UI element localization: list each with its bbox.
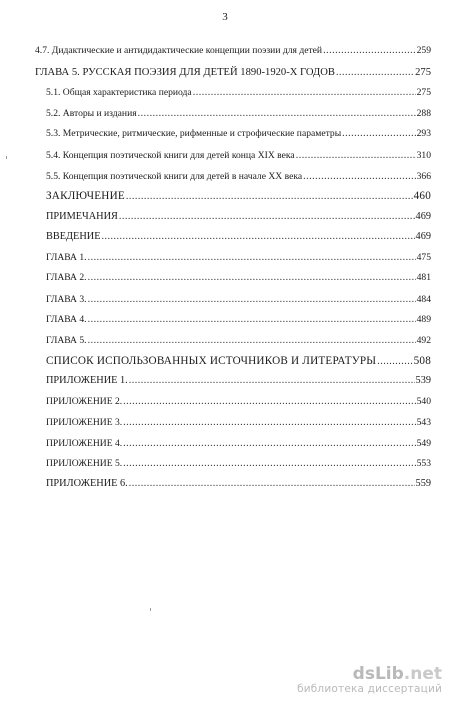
toc-entry-page: 543	[416, 417, 431, 428]
toc-leader-dots	[123, 457, 415, 471]
toc-leader-dots	[377, 355, 412, 369]
toc-entry-title: ПРИЛОЖЕНИЕ 5.	[46, 458, 123, 469]
watermark	[297, 665, 442, 696]
toc-entry-page: 492	[416, 335, 431, 346]
toc-entry-title: ПРИМЕЧАНИЯ	[46, 211, 118, 222]
toc-entry	[46, 170, 431, 184]
toc-entry-page: 508	[413, 355, 431, 367]
watermark-logo	[297, 665, 442, 683]
toc-entry	[46, 107, 431, 121]
toc-entry	[46, 416, 431, 430]
toc-entry	[46, 334, 431, 348]
toc-entry	[46, 374, 431, 388]
toc-entry-title: ЗАКЛЮЧЕНИЕ	[46, 190, 125, 202]
toc-entry-page: 460	[413, 190, 431, 202]
toc-entry-page: 288	[416, 108, 431, 119]
toc-entry-title: 5.1. Общая характеристика периода	[46, 87, 192, 98]
watermark-logo-tld: .net	[403, 664, 442, 684]
toc-entry	[35, 44, 431, 58]
toc-entry-title: ВВЕДЕНИЕ	[46, 231, 101, 242]
toc-entry-page: 481	[416, 272, 431, 283]
toc-leader-dots	[88, 334, 416, 348]
toc-entry-page: 469	[415, 231, 431, 242]
toc-entry-page: 259	[416, 45, 431, 56]
toc-entry-title: 5.4. Концепция поэтической книги для детей конца XIX века	[46, 150, 295, 161]
toc-entry-title: ГЛАВА 4.	[46, 314, 87, 325]
toc-entry-title: ПРИЛОЖЕНИЕ 4.	[46, 438, 123, 449]
toc-entry-title: ПРИЛОЖЕНИЕ 1.	[46, 375, 128, 386]
toc-entry	[46, 189, 431, 204]
toc-leader-dots	[88, 293, 416, 307]
toc-entry	[46, 210, 431, 224]
toc-entry-title: ПРИЛОЖЕНИЕ 3.	[46, 417, 123, 428]
toc-entry	[46, 354, 431, 369]
toc-entry-title: 5.5. Концепция поэтической книги для детей в начале XX века	[46, 171, 303, 182]
toc-leader-dots	[303, 170, 415, 184]
toc-entry-page: 469	[415, 211, 431, 222]
toc-entry-page: 310	[416, 150, 431, 161]
page-number: 3	[222, 11, 228, 23]
toc-entry-page: 275	[415, 67, 431, 78]
watermark-logo-main: dsLib	[352, 664, 404, 684]
toc-entry-title: ГЛАВА 5.	[46, 335, 87, 346]
toc-entry-title: ГЛАВА 2.	[46, 272, 87, 283]
toc-entry	[46, 477, 431, 491]
toc-leader-dots	[126, 190, 413, 204]
toc-entry-page: 275	[416, 87, 431, 98]
toc-leader-dots	[129, 374, 415, 388]
toc-entry-page: 539	[415, 375, 431, 386]
toc-entry	[46, 395, 431, 409]
toc-entry	[46, 251, 431, 265]
toc-leader-dots	[129, 477, 415, 491]
toc-entry-title: 5.2. Авторы и издания	[46, 108, 137, 119]
toc-leader-dots	[123, 437, 415, 451]
toc-entry	[46, 271, 431, 285]
toc-leader-dots	[102, 230, 415, 244]
toc-entry-title: ГЛАВА 5. РУССКАЯ ПОЭЗИЯ ДЛЯ ДЕТЕЙ 1890-1920-Х ГОДОВ	[35, 67, 335, 78]
toc-entry-page: 489	[416, 314, 431, 325]
toc-entry-page: 293	[416, 128, 431, 139]
toc-entry-title: СПИСОК ИСПОЛЬЗОВАННЫХ ИСТОЧНИКОВ И ЛИТЕРАТУРЫ	[46, 355, 377, 367]
toc-entry	[46, 86, 431, 100]
toc-entry	[46, 127, 431, 141]
toc-leader-dots	[296, 149, 416, 163]
scan-speck	[150, 608, 151, 611]
toc-leader-dots	[336, 66, 414, 80]
toc-entry-title: ПРИЛОЖЕНИЕ 2.	[46, 396, 123, 407]
toc-leader-dots	[123, 416, 415, 430]
toc-entry-title: ГЛАВА 1.	[46, 252, 87, 263]
toc-entry-page: 484	[416, 294, 431, 305]
toc-entry-title: 5.3. Метрические, ритмические, рифменные и строфические параметры	[46, 128, 342, 139]
toc-leader-dots	[123, 395, 415, 409]
toc-leader-dots	[193, 86, 416, 100]
toc-entry	[35, 66, 431, 80]
toc-leader-dots	[119, 210, 415, 224]
toc-leader-dots	[138, 107, 416, 121]
toc-entry-page: 366	[416, 171, 431, 182]
toc-entry	[46, 293, 431, 307]
toc-leader-dots	[323, 44, 416, 58]
toc-entry-page: 553	[416, 458, 431, 469]
toc-entry-title: 4.7. Дидактические и антидидактические концепции поэзии для детей	[35, 45, 323, 56]
scan-speck	[6, 156, 7, 159]
watermark-subtitle: библиотека диссертаций	[297, 683, 442, 695]
toc-entry	[46, 230, 431, 244]
toc-entry-page: 540	[416, 396, 431, 407]
toc-entry	[46, 457, 431, 471]
toc-entry-title: ГЛАВА 3.	[46, 294, 87, 305]
toc-leader-dots	[88, 251, 416, 265]
toc-leader-dots	[88, 313, 416, 327]
toc-leader-dots	[342, 127, 415, 141]
toc-leader-dots	[88, 271, 416, 285]
toc-entry	[46, 313, 431, 327]
toc-entry	[46, 437, 431, 451]
toc-entry-page: 475	[416, 252, 431, 263]
toc-entry-title: ПРИЛОЖЕНИЕ 6.	[46, 478, 128, 489]
toc-entry	[46, 149, 431, 163]
toc-entry-page: 559	[415, 478, 431, 489]
toc-entry-page: 549	[416, 438, 431, 449]
